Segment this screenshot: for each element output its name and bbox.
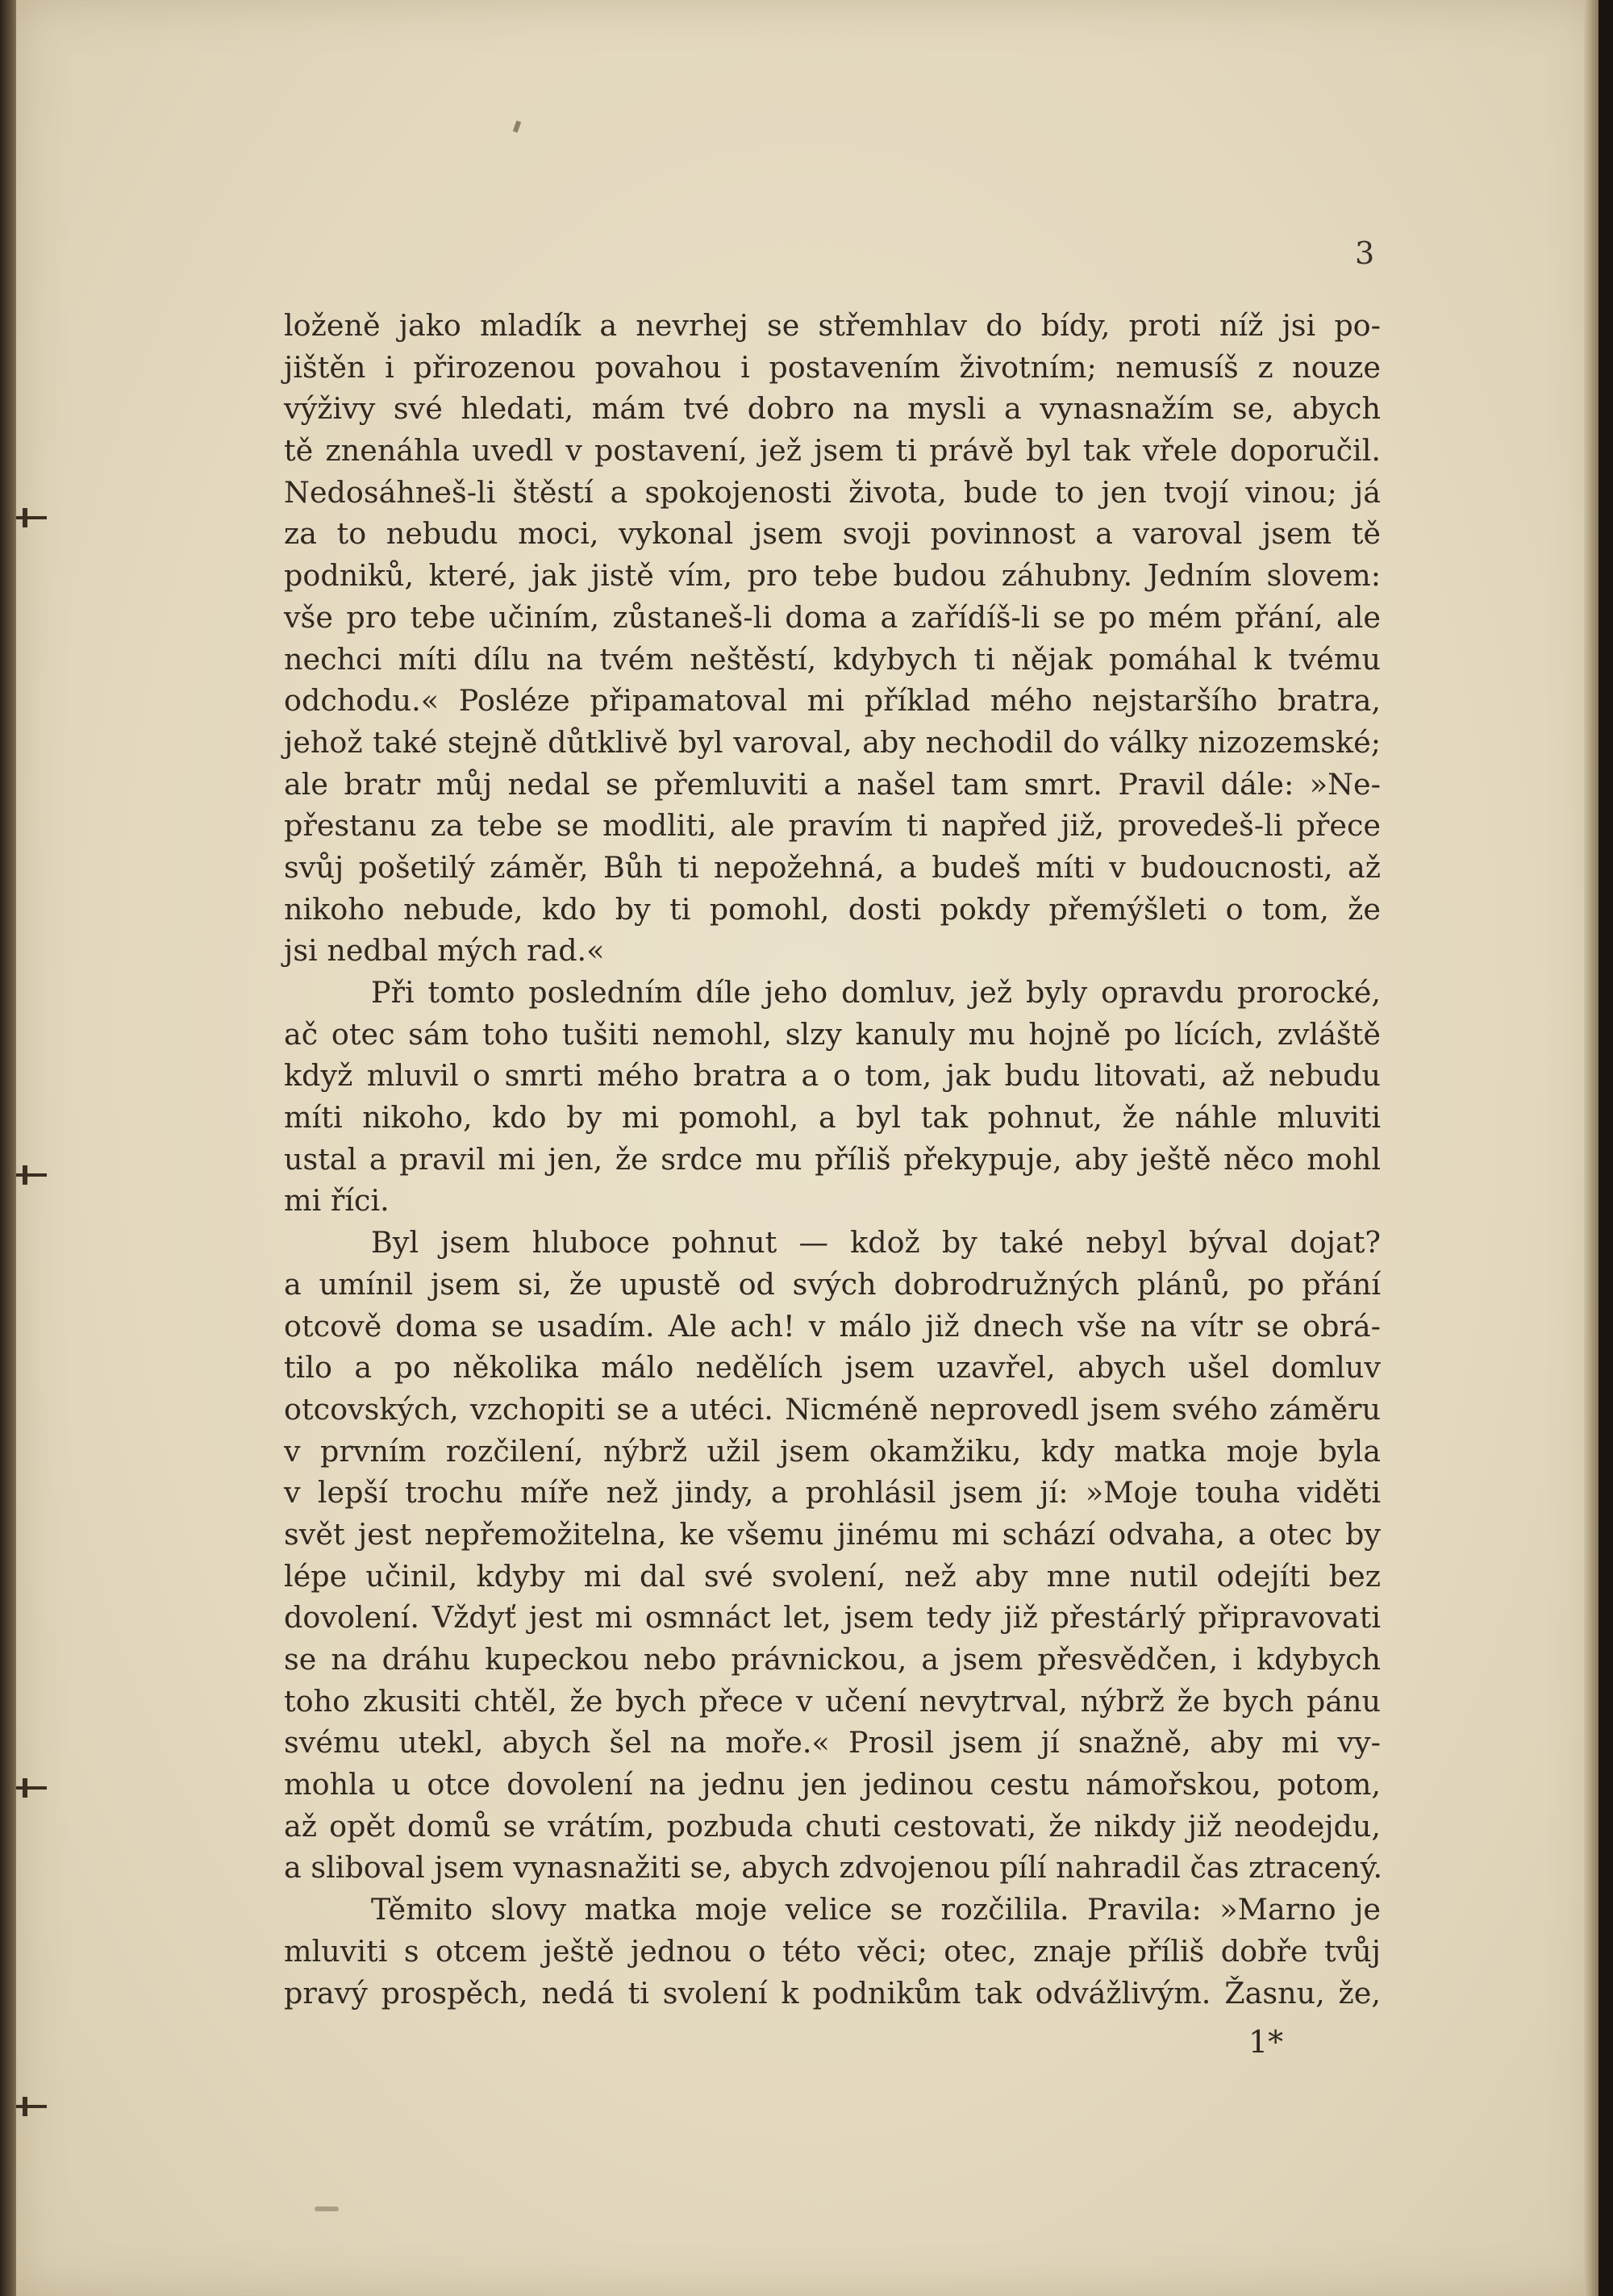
text-line: Nedosáhneš-li štěstí a spokojenosti života, bude to jen tvojí vinou; já — [284, 474, 1381, 510]
smudge — [315, 2206, 339, 2211]
text-line: nikoho nebude, kdo by ti pomohl, dosti pokdy přemýšleti o tom, že — [284, 891, 1381, 927]
text-line: odchodu.« Posléze připamatoval mi příklad mého nejstaršího bratra, — [284, 683, 1381, 719]
text-line: mluviti s otcem ještě jednou o této věci; otec, znaje příliš dobře tvůj — [284, 1933, 1381, 1969]
text-line: přestanu za tebe se modliti, ale pravím ti napřed již, provedeš-li přece — [284, 808, 1381, 844]
text-line: míti nikoho, kdo by mi pomohl, a byl tak pohnut, že náhle mluviti — [284, 1100, 1381, 1135]
text-line: loženě jako mladík a nevrhej se střemhlav do bídy, proti níž jsi po- — [284, 308, 1381, 343]
text-line: ustal a pravil mi jen, že srdce mu příliš překypuje, aby ještě něco mohl — [284, 1141, 1381, 1177]
text-line: Těmito slovy matka moje velice se rozčilila. Pravila: »Marno je — [371, 1892, 1381, 1927]
text-line: výživy své hledati, mám tvé dobro na mysli a vynasnažím se, abych — [284, 391, 1381, 427]
text-line: lépe učinil, kdyby mi dal své svolení, než aby mne nutil odejíti bez — [284, 1558, 1381, 1594]
text-line: v lepší trochu míře než jindy, a prohlásil jsem jí: »Moje touha viděti — [284, 1475, 1381, 1511]
binding-thread-mark — [16, 2105, 47, 2108]
text-line: pravý prospěch, nedá ti svolení k podnikům tak odvážlivým. Žasnu, že, — [284, 1975, 1381, 2011]
text-line: a umínil jsem si, že upustě od svých dobrodružných plánů, po přání — [284, 1266, 1381, 1302]
text-line: jsi nedbal mých rad.« — [284, 933, 605, 969]
body-text — [284, 305, 1381, 2014]
text-line: ač otec sám toho tušiti nemohl, slzy kanuly mu hojně po lících, zvláště — [284, 1016, 1381, 1052]
text-line: mi říci. — [284, 1183, 390, 1219]
text-line: se na dráhu kupeckou nebo právnickou, a jsem přesvědčen, i kdybych — [284, 1642, 1381, 1677]
text-line: Byl jsem hluboce pohnut — kdož by také nebyl býval dojat? — [371, 1225, 1381, 1261]
binding-thread-mark — [16, 1786, 47, 1790]
text-line: v prvním rozčilení, nýbrž užil jsem okamžiku, kdy matka moje byla — [284, 1433, 1381, 1469]
text-line: otcovských, vzchopiti se a utéci. Nicméně neprovedl jsem svého záměru — [284, 1391, 1381, 1427]
text-line: jehož také stejně důtklivě byl varoval, aby nechodil do války nizozemské; — [284, 724, 1381, 760]
text-line: podniků, které, jak jistě vím, pro tebe budou záhubny. Jedním slovem: — [284, 558, 1381, 594]
binding-thread-mark — [16, 516, 47, 519]
ink-speck — [513, 120, 521, 132]
text-line: jištěn i přirozenou povahou i postavením životním; nemusíš z nouze — [284, 349, 1381, 385]
book-page — [16, 0, 1598, 2296]
page-edge — [1584, 0, 1598, 2296]
text-line: toho zkusiti chtěl, že bych přece v učení nevytrval, nýbrž že bych pánu — [284, 1683, 1381, 1719]
text-line: mohla u otce dovolení na jednu jen jedinou cestu námořskou, potom, — [284, 1767, 1381, 1802]
text-line: když mluvil o smrti mého bratra a o tom, jak budu litovati, až nebudu — [284, 1058, 1381, 1094]
text-line: svět jest nepřemožitelna, ke všemu jinému mi schází odvaha, a otec by — [284, 1516, 1381, 1552]
text-line: otcově doma se usadím. Ale ach! v málo již dnech vše na vítr se obrá- — [284, 1308, 1381, 1344]
text-line: dovolení. Vždyť jest mi osmnáct let, jsem tedy již přestárlý připravovati — [284, 1600, 1381, 1636]
text-line: svému utekl, abych šel na moře.« Prosil jsem jí snažně, aby mi vy- — [284, 1725, 1381, 1761]
text-line: svůj pošetilý záměr, Bůh ti nepožehná, a budeš míti v budoucnosti, až — [284, 849, 1381, 885]
text-line: a sliboval jsem vynasnažiti se, abych zdvojenou pílí nahradil čas ztracený. — [284, 1850, 1383, 1886]
text-line: až opět domů se vrátím, pozbuda chuti cestovati, že nikdy již neodejdu, — [284, 1808, 1381, 1844]
text-line: nechci míti dílu na tvém neštěstí, kdybych ti nějak pomáhal k tvému — [284, 641, 1381, 677]
text-line: Při tomto posledním díle jeho domluv, jež byly opravdu prorocké, — [371, 975, 1381, 1010]
text-line: ale bratr můj nedal se přemluviti a našel tam smrt. Pravil dále: »Ne- — [284, 766, 1381, 802]
text-line: za to nebudu moci, vykonal jsem svoji povinnost a varoval jsem tě — [284, 516, 1381, 552]
page-number: 3 — [1355, 235, 1375, 271]
text-line: tilo a po několika málo nedělích jsem uzavřel, abych ušel domluv — [284, 1350, 1381, 1386]
binding-thread-mark — [16, 1173, 47, 1177]
signature-mark: 1* — [1248, 2024, 1284, 2060]
text-line: tě znenáhla uvedl v postavení, jež jsem ti právě byl tak vřele doporučil. — [284, 433, 1381, 469]
text-line: vše pro tebe učiním, zůstaneš-li doma a zařídíš-li se po mém přání, ale — [284, 599, 1381, 635]
